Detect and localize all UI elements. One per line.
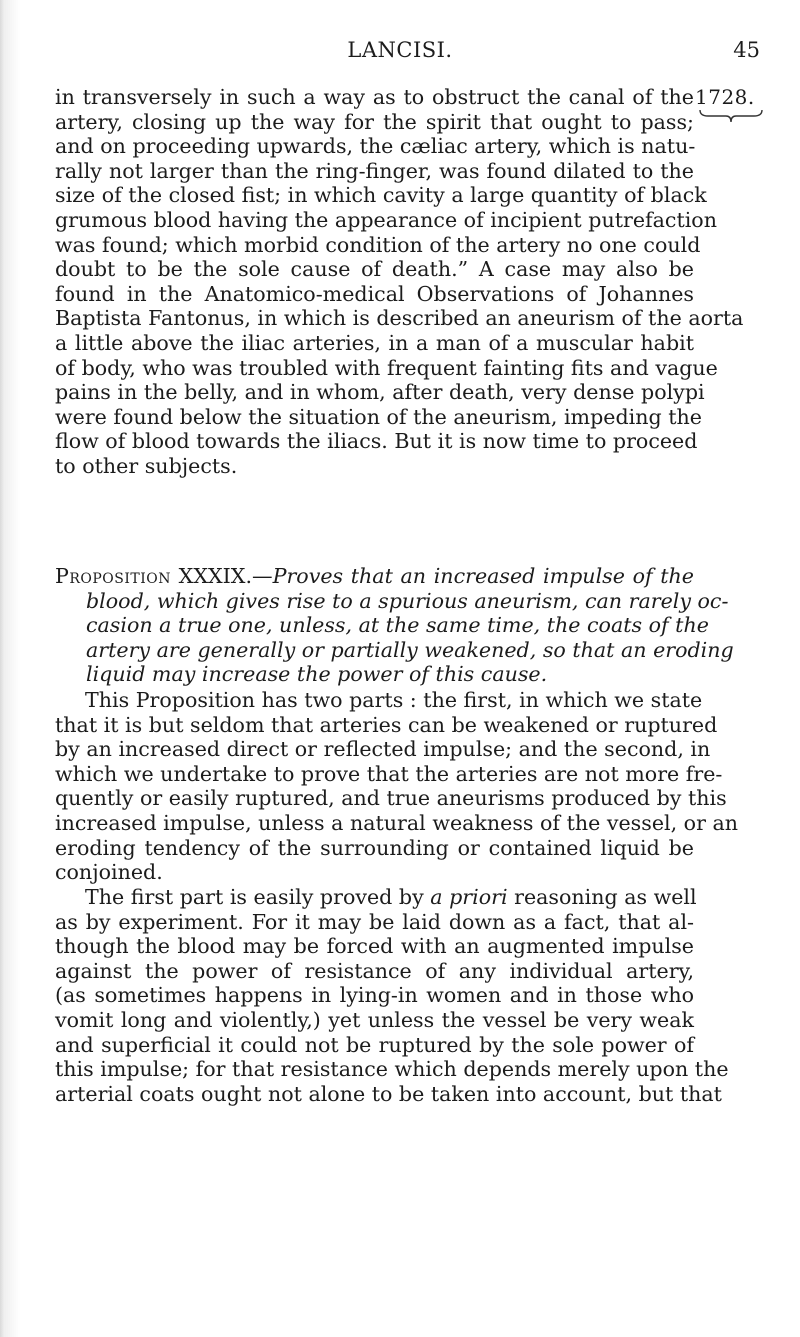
- text-line: were found below the situation of the aneurism, impeding the: [55, 404, 702, 429]
- text-line: against the power of resistance of any individual artery,: [55, 958, 694, 983]
- text-line: pains in the belly, and in whom, after death, very dense polypi: [55, 380, 705, 405]
- proposition-title-text: casion a true one, unless, at the same time, the coats of the: [86, 613, 709, 638]
- proposition-title-line: [55, 662, 694, 687]
- text-line: to other subjects.: [55, 453, 238, 478]
- text-line: increased impulse, unless a natural weakness of the vessel, or an: [55, 810, 739, 835]
- text-line: and on proceeding upwards, the cæliac artery, which is natu-: [55, 134, 696, 159]
- text-line: in transversely in such a way as to obstruct the canal of the: [55, 85, 694, 109]
- proposition-heading: [55, 564, 734, 687]
- text-line: size of the closed fist; in which cavity a large quantity of black: [55, 183, 707, 208]
- text-line: This Proposition has two parts : the first, in which we state: [85, 688, 703, 712]
- proposition-number: XXXIX.: [178, 564, 252, 588]
- proposition-title-text: artery are generally or partially weakened, so that an eroding: [86, 637, 734, 662]
- proposition-first-line: [55, 564, 694, 589]
- margin-brace-icon: [698, 108, 764, 126]
- proposition-title-line: Proves that an increased impulse of the: [272, 564, 694, 588]
- proposition-title-line: [55, 588, 729, 614]
- text-line: [55, 885, 697, 910]
- text-line: this impulse; for that resistance which depends merely upon the: [55, 1057, 729, 1082]
- text-segment: The first part is easily proved by: [85, 885, 424, 909]
- binding-gutter-shadow: [0, 0, 20, 1337]
- text-line: rally not larger than the ring-finger, was found dilated to the: [55, 158, 694, 183]
- text-line: (as sometimes happens in lying-in women and in those who: [55, 983, 694, 1008]
- text-line: grumous blood having the appearance of incipient putrefaction: [55, 207, 717, 232]
- text-line: flow of blood towards the iliacs. But it is now time to proceed: [55, 429, 698, 454]
- text-line: Baptista Fantonus, in which is described an aneurism of the aorta: [55, 306, 744, 331]
- text-line: vomit long and violently,) yet unless the vessel be very weak: [55, 1007, 694, 1032]
- proposition-title-line: [55, 613, 709, 638]
- proposition-dash: —: [252, 564, 273, 588]
- text-line: though the blood may be forced with an augmented impulse: [55, 934, 694, 959]
- text-line: quently or easily ruptured, and true aneurisms produced by this: [55, 786, 727, 811]
- text-line: artery, closing up the way for the spirit that ought to pass;: [55, 109, 694, 134]
- italic-phrase: a priori: [430, 885, 508, 909]
- text-line: found in the Anatomico-medical Observations of Johannes: [55, 281, 694, 306]
- text-line: which we undertake to prove that the arteries are not more fre-: [55, 761, 723, 786]
- page-number: 45: [733, 38, 760, 62]
- running-header-title: LANCISI.: [347, 38, 453, 62]
- text-line: conjoined.: [55, 860, 163, 885]
- text-line: and superficial it could not be ruptured by the sole power of: [55, 1032, 694, 1057]
- text-line: arterial coats ought not alone to be taken into account, but that: [55, 1081, 722, 1106]
- text-line: that it is but seldom that arteries can be weakened or ruptured: [55, 712, 718, 737]
- proposition-title-text: liquid may increase the power of this cause.: [86, 662, 548, 687]
- text-line: doubt to be the sole cause of death.” A case may also be: [55, 257, 694, 282]
- text-line: eroding tendency of the surrounding or contained liquid be: [55, 835, 694, 860]
- margin-year: 1728.: [695, 85, 755, 109]
- paragraph: [55, 688, 739, 885]
- paragraph: [55, 885, 729, 1106]
- text-line: by an increased direct or reflected impulse; and the second, in: [55, 737, 711, 762]
- proposition-title-text: blood, which gives rise to a spurious aneurism, can rarely oc-: [86, 588, 729, 613]
- proposition-label: Proposition: [55, 564, 171, 588]
- text-line: as by experiment. For it may be laid down as a fact, that al-: [55, 909, 694, 934]
- text-line: of body, who was troubled with frequent fainting fits and vague: [55, 355, 718, 380]
- proposition-title-line: [55, 637, 734, 663]
- text-line: a little above the iliac arteries, in a man of a muscular habit: [55, 330, 694, 355]
- text-line: was found; which morbid condition of the artery no one could: [55, 232, 701, 257]
- text-segment: reasoning as well: [514, 885, 697, 909]
